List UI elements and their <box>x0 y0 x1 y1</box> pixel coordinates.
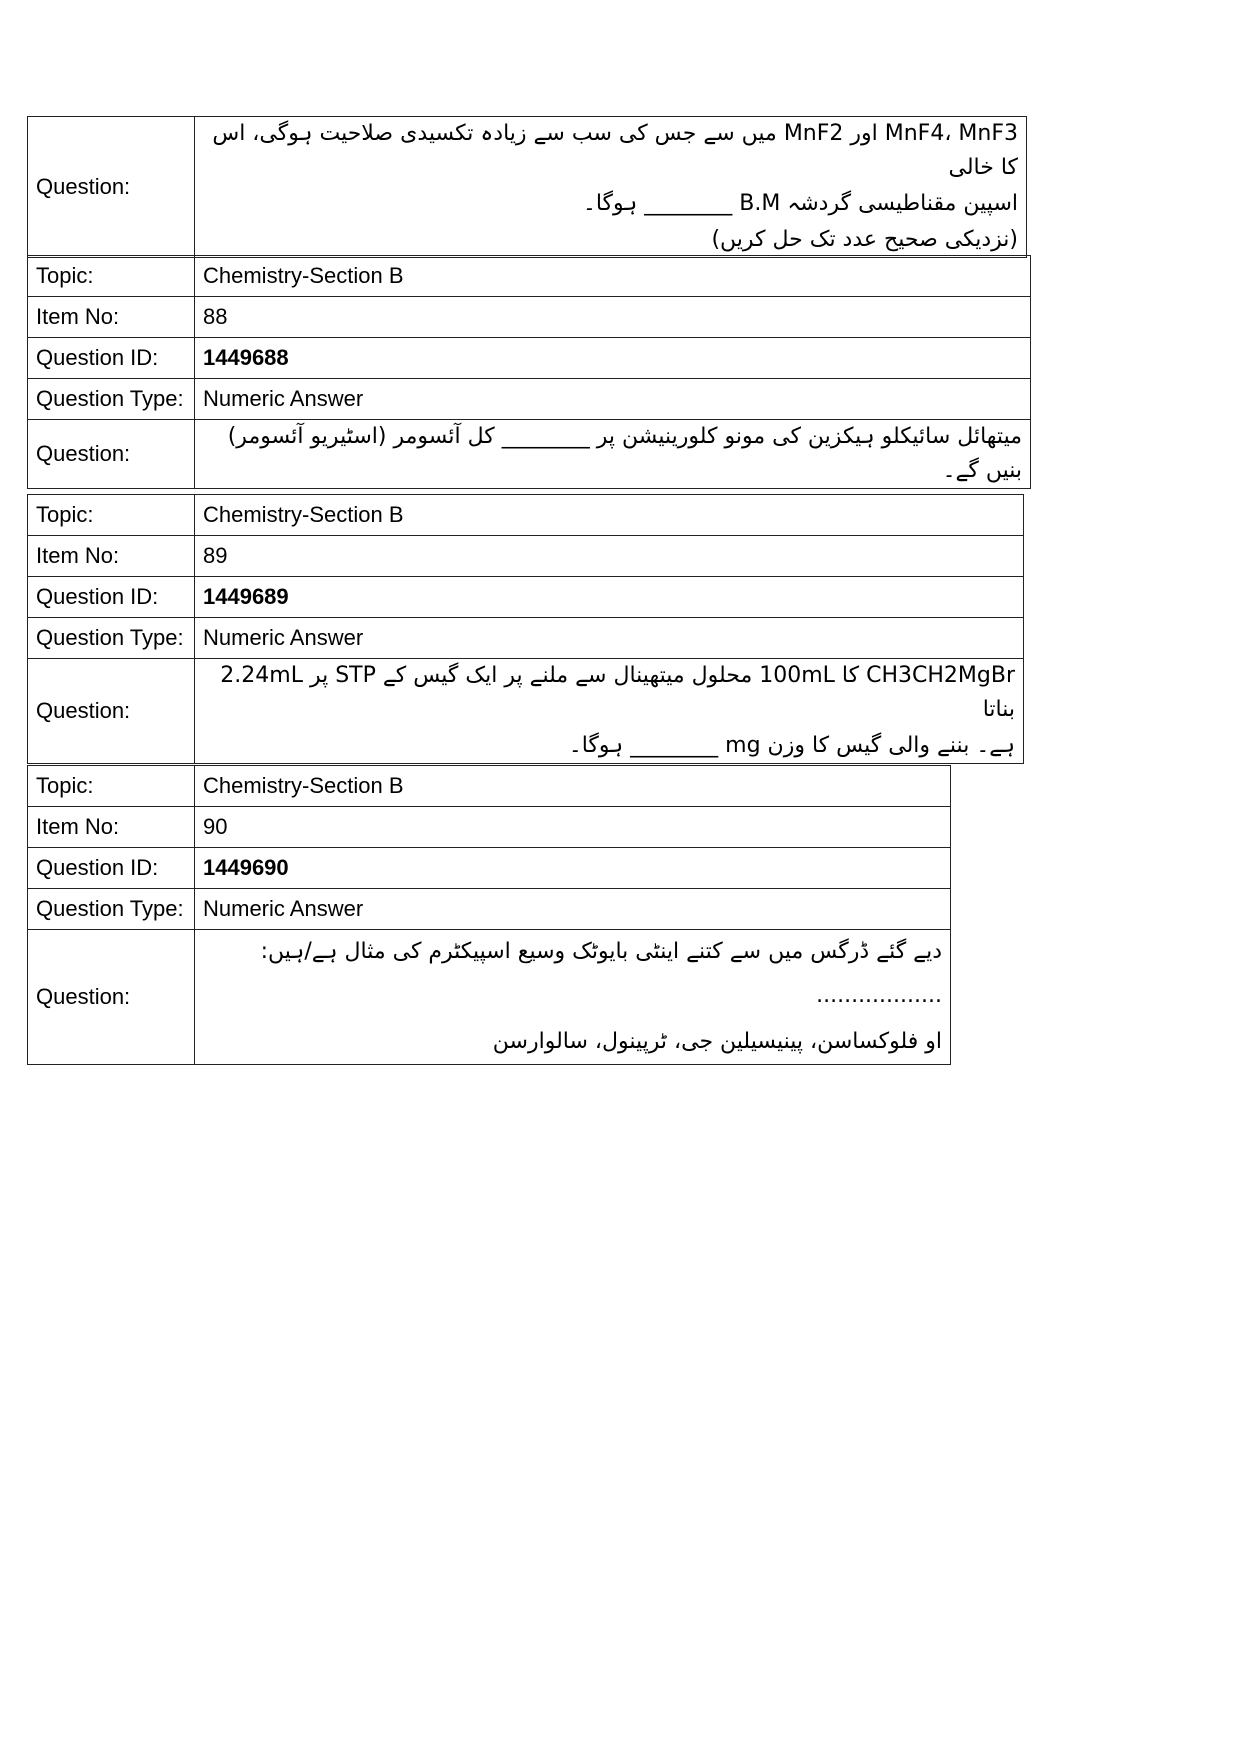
question-line: اسپین مقناطیسی گردشہ B.M ________ ہوگا۔ <box>582 191 1018 216</box>
question-line: (نزدیکی صحیح عدد تک حل کریں) <box>711 227 1018 252</box>
question-block-90 <box>27 765 951 1065</box>
question-id-label: Question ID: <box>28 577 195 618</box>
topic-value: Chemistry-Section B <box>195 766 951 807</box>
question-block-87-partial <box>27 116 1027 258</box>
topic-label: Topic: <box>28 256 195 297</box>
item-no-label: Item No: <box>28 536 195 577</box>
question-block-88 <box>27 255 1031 489</box>
question-id-value: 1449689 <box>195 577 1024 618</box>
item-no-value: 88 <box>195 297 1031 338</box>
question-type-label: Question Type: <box>28 379 195 420</box>
question-label: Question: <box>28 930 195 1065</box>
question-line: CH3CH2MgBr کا 100mL محلول میتھینال سے ملنے پر ایک گیس کے STP پر 2.24mL بناتا <box>220 663 1015 722</box>
topic-value: Chemistry-Section B <box>195 256 1031 297</box>
question-label: Question: <box>28 420 195 489</box>
question-line: ہے۔ بننے والی گیس کا وزن mg ________ ہوگا۔ <box>568 733 1015 758</box>
question-id-label: Question ID: <box>28 338 195 379</box>
question-line: او فلوکساسن، پینیسیلین جی، ٹرپینول، سالوارسن <box>492 1029 942 1054</box>
topic-label: Topic: <box>28 766 195 807</box>
question-label: Question: <box>28 659 195 764</box>
question-type-value: Numeric Answer <box>195 379 1031 420</box>
item-no-value: 89 <box>195 536 1024 577</box>
question-line: میتھائل سائیکلو ہیکزین کی مونو کلورینیشن پر ________ کل آئسومر (اسٹیریو آئسومر) بنیں گے۔ <box>227 424 1022 483</box>
topic-value: Chemistry-Section B <box>195 495 1024 536</box>
question-type-value: Numeric Answer <box>195 889 951 930</box>
question-type-label: Question Type: <box>28 889 195 930</box>
question-id-label: Question ID: <box>28 848 195 889</box>
question-block-89 <box>27 494 1024 764</box>
question-text <box>195 659 1024 764</box>
question-label: Question: <box>28 117 195 258</box>
question-id-value: 1449690 <box>195 848 951 889</box>
item-no-label: Item No: <box>28 807 195 848</box>
question-id-value: 1449688 <box>195 338 1031 379</box>
question-type-label: Question Type: <box>28 618 195 659</box>
item-no-label: Item No: <box>28 297 195 338</box>
question-line: MnF4، MnF3 اور MnF2 میں سے جس کی سب سے زیادہ تکسیدی صلاحیت ہوگی، اس کا خالی <box>212 121 1018 180</box>
question-text <box>195 117 1027 258</box>
item-no-value: 90 <box>195 807 951 848</box>
question-line: دیے گئے ڈرگس میں سے کتنے اینٹی بایوٹک وسیع اسپیکٹرم کی مثال ہے/ہیں: .................. <box>260 939 942 1008</box>
question-text <box>195 930 951 1065</box>
question-type-value: Numeric Answer <box>195 618 1024 659</box>
topic-label: Topic: <box>28 495 195 536</box>
question-text <box>195 420 1031 489</box>
